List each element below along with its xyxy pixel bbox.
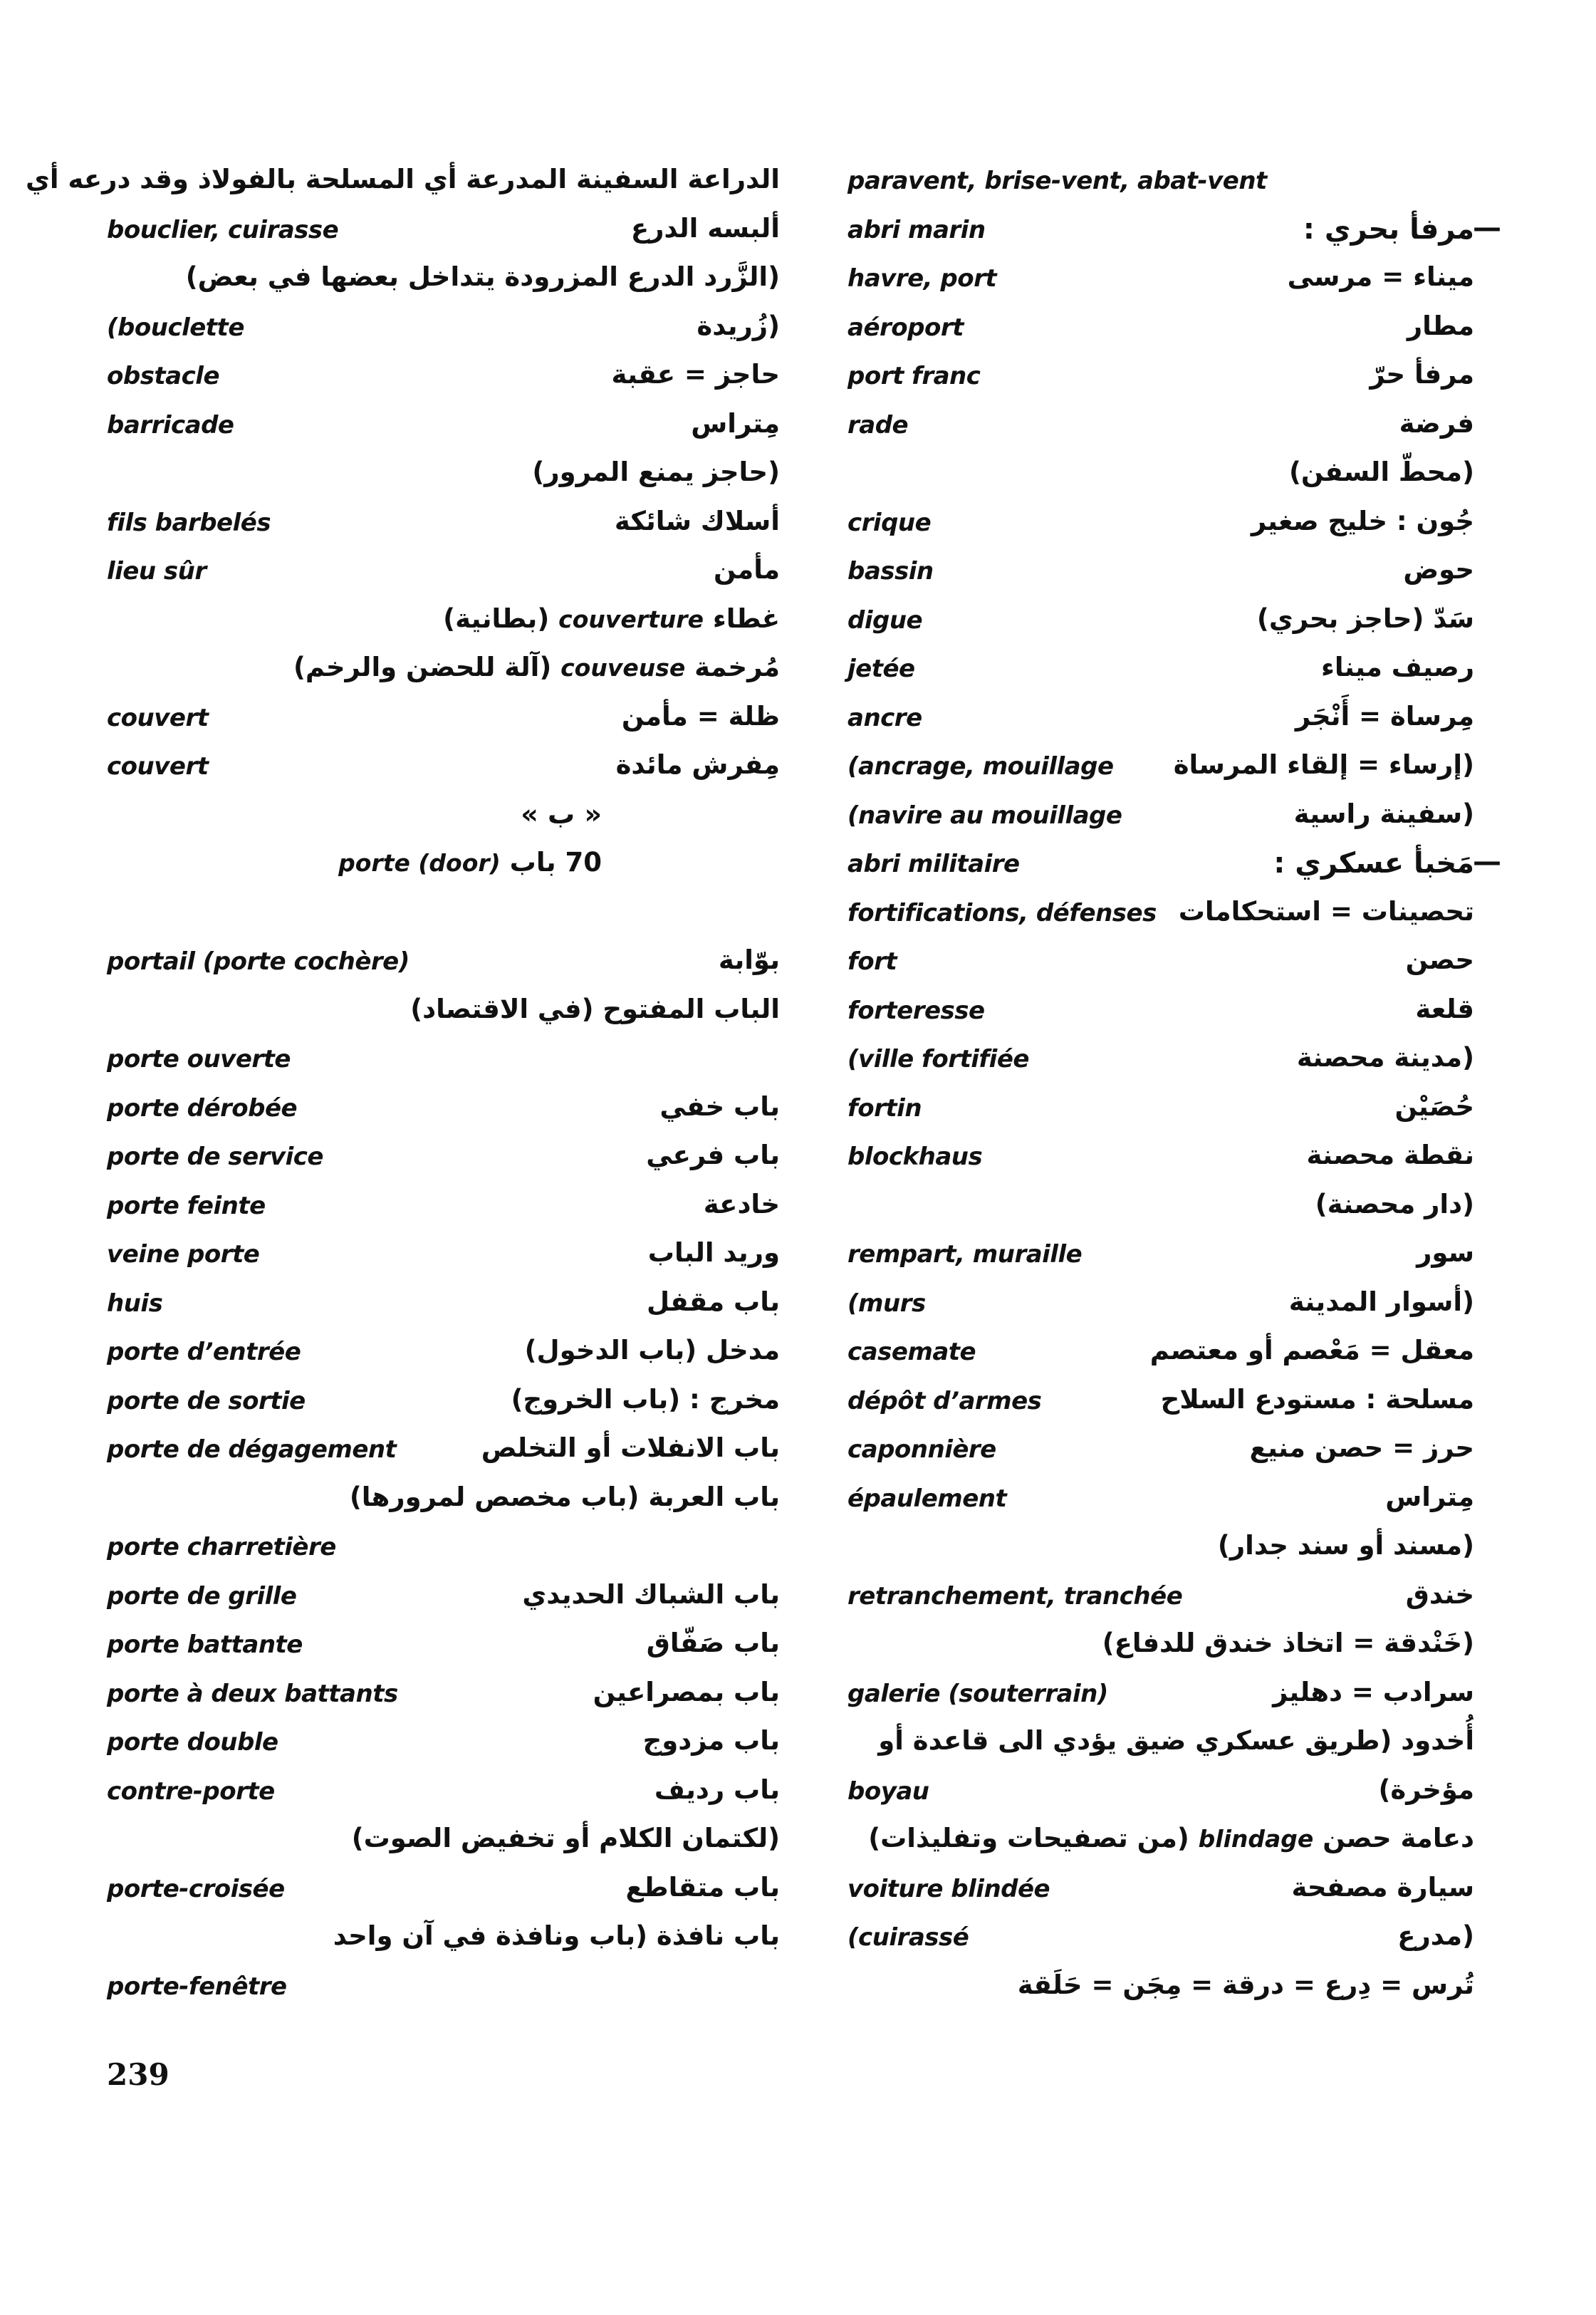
- entry-row: [107, 1675, 780, 1724]
- entry-row: [107, 1333, 780, 1383]
- french-term: couvert: [107, 752, 209, 781]
- entry-row: [847, 699, 1474, 749]
- arabic-term: جُون : خليج صغير: [1251, 505, 1474, 536]
- arabic-term: خندق: [1405, 1578, 1474, 1610]
- arabic-term: [338, 847, 602, 878]
- entry-row: [847, 650, 1474, 699]
- arabic-term: سور: [1417, 1237, 1474, 1268]
- arabic-term: مخرج : (باب الخروج): [511, 1383, 780, 1415]
- arabic-term: رصيف ميناء: [1320, 652, 1474, 682]
- entry-row: [107, 1578, 780, 1627]
- entry-row: [847, 504, 1474, 553]
- arabic-term: مِتراس: [1385, 1481, 1474, 1512]
- french-term: barricade: [107, 410, 234, 439]
- entry-row: [107, 309, 780, 358]
- french-term: porte-croisée: [107, 1874, 285, 1903]
- entry-row: [107, 504, 780, 553]
- arabic-term: باب رديف: [654, 1774, 780, 1805]
- arabic-term-part: باب: [509, 847, 556, 878]
- french-term: fortin: [847, 1093, 922, 1123]
- french-term: boyau: [847, 1776, 929, 1806]
- french-term: abri militaire: [847, 850, 1020, 878]
- arabic-term: الدراعة السفينة المدرعة أي المسلحة بالفولاذ وقد درعه أي: [25, 164, 780, 194]
- arabic-term: (سفينة راسية: [1293, 798, 1474, 829]
- entry-row: [847, 1236, 1474, 1285]
- arabic-term: سيارة مصفحة: [1291, 1871, 1474, 1903]
- entry-row: [107, 260, 780, 309]
- entry-row: [847, 1968, 1474, 2017]
- entry-row: [107, 602, 780, 651]
- entry-row: [847, 1431, 1474, 1480]
- arabic-term: مرفأ حرّ: [1370, 359, 1474, 390]
- arabic-term-part: مُرخمة: [694, 652, 780, 682]
- arabic-term: باب خفي: [659, 1091, 780, 1122]
- french-term: porte de sortie: [107, 1386, 306, 1415]
- entry-row: [107, 1724, 780, 1773]
- entry-row: [107, 212, 780, 261]
- entry-row: [847, 162, 1474, 212]
- french-term: porte-fenêtre: [107, 1972, 287, 2001]
- entry-row: [107, 992, 780, 1041]
- arabic-term: معقل = مَعْصم أو معتصم: [1149, 1335, 1474, 1365]
- arabic-term: (مدينة محصنة: [1296, 1042, 1474, 1073]
- french-term: porte de dégagement: [107, 1435, 397, 1464]
- arabic-term: ظلة = مأمن: [621, 700, 780, 732]
- arabic-term: تحصينات = استحكامات: [1178, 895, 1474, 927]
- french-term: (bouclette: [107, 313, 244, 342]
- french-term: fort: [847, 947, 897, 976]
- french-term: porte feinte: [107, 1191, 266, 1220]
- entry-row: [847, 1041, 1474, 1090]
- arabic-term: مؤخرة): [1378, 1774, 1474, 1805]
- french-term: porte battante: [107, 1630, 303, 1659]
- arabic-term: مدخل (باب الدخول): [524, 1335, 780, 1365]
- right-column: [847, 162, 1501, 2017]
- french-term: fortifications, défenses: [847, 898, 1157, 927]
- arabic-term: مطار: [1407, 310, 1474, 341]
- entry-row: [847, 797, 1474, 846]
- entry-row: [847, 895, 1474, 944]
- french-term: lieu sûr: [107, 557, 207, 586]
- entry-row: [107, 1773, 780, 1822]
- arabic-term: خادعة: [703, 1188, 780, 1219]
- arabic-term: (لكتمان الكلام أو تخفيض الصوت): [351, 1823, 780, 1853]
- arabic-term: مَخبأ عسكري :: [1273, 847, 1474, 880]
- arabic-term-part: (بطانية): [443, 603, 550, 634]
- left-column: [25, 162, 780, 2017]
- arabic-term: باب مقفل: [646, 1286, 780, 1317]
- arabic-term: [107, 603, 780, 634]
- entry-row: [847, 1529, 1474, 1578]
- french-term: fils barbelés: [107, 508, 271, 537]
- entry-row: [107, 1041, 780, 1090]
- arabic-term: حرز = حصن منيع: [1249, 1432, 1474, 1463]
- arabic-term: حوض: [1403, 554, 1474, 585]
- inline-french-term: couverture: [558, 605, 704, 633]
- french-term: casemate: [847, 1338, 976, 1366]
- french-term: caponnière: [847, 1435, 996, 1464]
- entry-row: [107, 1138, 780, 1187]
- inline-french-term: blindage: [1198, 1825, 1314, 1853]
- entry-row: [847, 1090, 1474, 1139]
- entry-row: [847, 602, 1474, 651]
- french-term: porte dérobée: [107, 1093, 298, 1123]
- entry-row: [107, 1626, 780, 1675]
- arabic-term: باب فرعي: [646, 1140, 780, 1170]
- entry-row: [107, 1919, 780, 1968]
- arabic-term: سرادب = دهليز: [1273, 1676, 1474, 1707]
- french-term: huis: [107, 1289, 163, 1318]
- entry-row: [107, 1871, 780, 1920]
- entry-row: [25, 162, 780, 212]
- section-dash-icon: —: [1473, 211, 1501, 244]
- arabic-term: باب صَفّاق: [646, 1628, 780, 1658]
- entry-row: [107, 1187, 780, 1237]
- entry-row: [107, 699, 780, 749]
- entry-row: [847, 358, 1474, 407]
- entry-row: [847, 407, 1474, 456]
- entry-row: [847, 1578, 1474, 1627]
- entry-row: [847, 992, 1474, 1041]
- french-term: rade: [847, 410, 909, 439]
- arabic-term-part: غطاء: [712, 603, 780, 634]
- entry-row: [847, 1626, 1474, 1675]
- french-term: abri marin: [847, 215, 986, 244]
- entry-row: [847, 260, 1474, 309]
- arabic-term: حصن: [1405, 945, 1474, 975]
- inline-french-term: couveuse: [560, 654, 686, 682]
- entry-row: [107, 1383, 780, 1432]
- french-term: ancre: [847, 703, 922, 732]
- arabic-term: مِفرش مائدة: [615, 749, 780, 780]
- arabic-term: أُخدود (طريق عسكري ضيق يؤدي الى قاعدة أو: [878, 1725, 1474, 1756]
- entry-row: [107, 1480, 780, 1529]
- french-term: veine porte: [107, 1240, 260, 1269]
- entry-row: [107, 1968, 780, 2017]
- entry-row: [847, 943, 1474, 992]
- french-term: (ancrage, mouillage: [847, 752, 1114, 781]
- french-term: bassin: [847, 557, 934, 586]
- arabic-term: مرفأ بحري :: [1303, 212, 1474, 246]
- arabic-term: باب مزدوج: [642, 1725, 780, 1756]
- french-term: porte ouverte: [107, 1045, 291, 1073]
- arabic-term: (أسوار المدينة: [1288, 1286, 1474, 1317]
- french-term: port franc: [847, 362, 981, 390]
- arabic-term: قلعة: [1415, 993, 1474, 1024]
- arabic-term: (دار محصنة): [1315, 1188, 1474, 1219]
- french-term: crique: [847, 508, 932, 537]
- entry-row: [107, 797, 780, 846]
- arabic-term: [107, 652, 780, 682]
- entry-row: [847, 1138, 1474, 1187]
- arabic-term-part: دعامة حصن: [1323, 1823, 1474, 1853]
- arabic-term: (محطّ السفن): [1288, 457, 1474, 487]
- arabic-term: (الزَّرد الدرع المزرودة يتداخل بعضها في بعض): [185, 261, 780, 292]
- inline-french-term: porte (door): [338, 849, 501, 877]
- arabic-term: (زُريدة: [697, 310, 780, 341]
- french-term: porte de grille: [107, 1581, 297, 1611]
- arabic-term: مسلحة : مستودع السلاح: [1160, 1383, 1474, 1415]
- french-term: forteresse: [847, 996, 985, 1025]
- entry-row: [107, 1821, 780, 1871]
- arabic-term: ألبسه الدرع: [630, 212, 780, 244]
- french-term: porte à deux battants: [107, 1679, 398, 1708]
- arabic-term: باب العربة (باب مخصص لمرورها): [349, 1481, 780, 1512]
- arabic-term: وريد الباب: [647, 1237, 780, 1268]
- arabic-term: مِرساة = أَنْجَر: [1295, 700, 1474, 732]
- french-term: digue: [847, 605, 923, 635]
- arabic-term: ميناء = مرسى: [1287, 261, 1474, 292]
- french-term: aéroport: [847, 313, 964, 342]
- arabic-term: (مسند أو سند جدار): [1217, 1530, 1474, 1561]
- arabic-term: باب نافذة (باب ونافذة في آن واحد: [333, 1920, 780, 1951]
- arabic-term: تُرس = دِرع = درقة = مِجَن = حَلَقة: [1017, 1969, 1474, 2000]
- french-term: (ville fortifiée: [847, 1045, 1029, 1073]
- arabic-term: باب متقاطع: [625, 1871, 780, 1903]
- french-term: (cuirassé: [847, 1923, 969, 1952]
- entry-number: 70: [565, 847, 602, 878]
- entry-row: [847, 1919, 1474, 1968]
- entry-row: [107, 650, 780, 699]
- entry-row: [847, 1773, 1474, 1822]
- section-header: [847, 846, 1501, 895]
- french-term: obstacle: [107, 362, 219, 390]
- french-term: (murs: [847, 1289, 926, 1318]
- entry-row: [847, 1871, 1474, 1920]
- french-term: épaulement: [847, 1484, 1007, 1513]
- arabic-term: (مدرع: [1397, 1920, 1474, 1951]
- entry-row: [107, 1090, 780, 1139]
- arabic-term: (حاجز يمنع المرور): [532, 457, 780, 487]
- arabic-term: (إرساء = إلقاء المرساة: [1173, 749, 1474, 780]
- arabic-term-part: (آلة للحضن والرخم): [293, 652, 552, 682]
- french-term: porte d’entrée: [107, 1338, 301, 1366]
- entry-row: [847, 455, 1474, 504]
- entry-row: [847, 1285, 1474, 1334]
- entry-row: [107, 895, 780, 944]
- entry-row: [107, 1529, 780, 1578]
- french-term: bouclier, cuirasse: [107, 215, 339, 244]
- arabic-term: فرضة: [1399, 407, 1474, 439]
- arabic-term: مأمن: [713, 554, 780, 585]
- arabic-term: أسلاك شائكة: [614, 505, 780, 536]
- french-term: couvert: [107, 703, 209, 732]
- arabic-term-part: (من تصفيحات وتفليذات): [868, 1823, 1189, 1853]
- entry-row: [847, 1675, 1474, 1724]
- french-term: blockhaus: [847, 1143, 983, 1171]
- arabic-term: حُصَيْن: [1394, 1091, 1474, 1122]
- french-term: galerie (souterrain): [847, 1679, 1108, 1708]
- entry-row: [847, 553, 1474, 602]
- entry-row: [107, 455, 780, 504]
- arabic-term: باب بمصراعين: [593, 1676, 780, 1707]
- entry-row: [107, 1236, 780, 1285]
- entry-row: [107, 943, 780, 992]
- entry-row: [847, 1187, 1474, 1237]
- entry-row: [107, 407, 780, 456]
- arabic-term: [847, 1823, 1474, 1853]
- entry-row: [107, 358, 780, 407]
- french-term: retranchement, tranchée: [847, 1581, 1183, 1611]
- section-dash-icon: —: [1473, 846, 1501, 878]
- french-term: porte charretière: [107, 1533, 336, 1561]
- entry-row: [847, 748, 1474, 797]
- arabic-term: بوّابة: [718, 945, 780, 975]
- entry-row: [847, 1480, 1474, 1529]
- letter-heading: « ب »: [521, 798, 602, 830]
- arabic-term: نقطة محصنة: [1306, 1140, 1474, 1170]
- french-term: rempart, muraille: [847, 1240, 1083, 1269]
- entry-row: [847, 1383, 1474, 1432]
- arabic-term: الباب المفتوح (في الاقتصاد): [410, 993, 780, 1024]
- french-term: contre-porte: [107, 1776, 275, 1806]
- french-term: jetée: [847, 655, 915, 683]
- entry-row: [847, 1724, 1474, 1773]
- entry-row: [107, 1431, 780, 1480]
- arabic-term: سَدّ (حاجز بحري): [1256, 603, 1474, 634]
- entry-row: [107, 748, 780, 797]
- french-term: porte double: [107, 1728, 278, 1757]
- entry-row: [107, 846, 780, 895]
- page-number: 239: [107, 2057, 169, 2092]
- arabic-term: باب الانفلات أو التخلص: [481, 1432, 780, 1463]
- french-term: dépôt d’armes: [847, 1386, 1042, 1415]
- entry-row: [847, 1821, 1474, 1871]
- arabic-term: حاجز = عقبة: [611, 359, 780, 390]
- french-term: voiture blindée: [847, 1874, 1050, 1903]
- entry-row: [107, 553, 780, 602]
- french-term: porte de service: [107, 1143, 323, 1171]
- arabic-term: (خَنْدقة = اتخاذ خندق للدفاع): [1102, 1628, 1474, 1658]
- entry-row: [107, 1285, 780, 1334]
- entry-row: [847, 309, 1474, 358]
- arabic-term: مِتراس: [691, 407, 780, 439]
- french-term: paravent, brise-vent, abat-vent: [847, 167, 1267, 195]
- french-term: portail (porte cochère): [107, 947, 410, 976]
- french-term: (navire au mouillage: [847, 801, 1122, 830]
- section-header: [847, 211, 1501, 261]
- entry-row: [847, 1333, 1474, 1383]
- french-term: havre, port: [847, 264, 997, 293]
- arabic-term: باب الشباك الحديدي: [522, 1578, 780, 1610]
